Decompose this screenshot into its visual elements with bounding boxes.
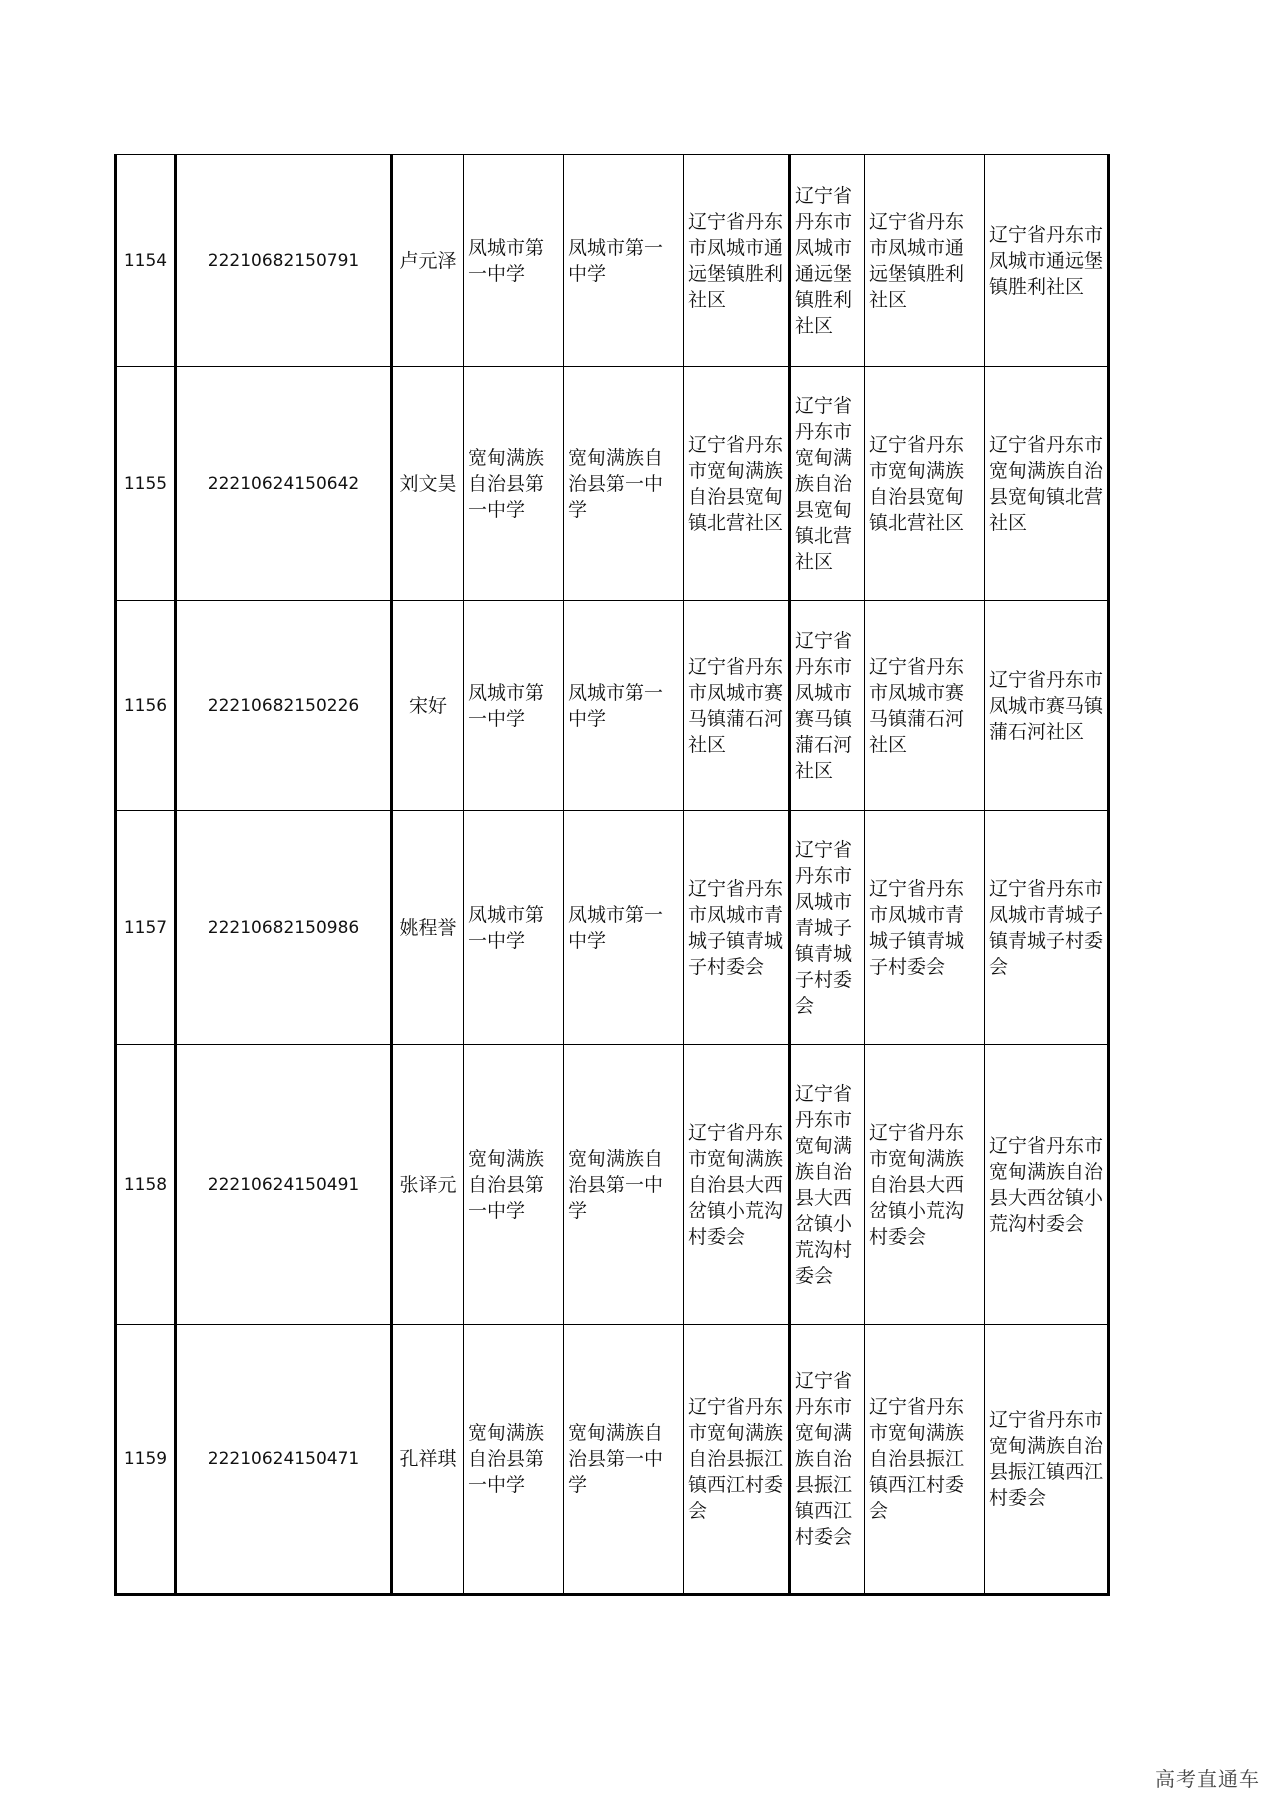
address-d: 辽宁省丹东市宽甸满族自治县宽甸镇北营社区 [985,367,1109,601]
address-a: 辽宁省丹东市凤城市赛马镇蒲石河社区 [684,601,790,811]
school-name: 宽甸满族自治县第一中学 [464,367,564,601]
row-number: 1156 [116,601,176,811]
school-name-2: 凤城市第一中学 [564,155,684,367]
row-number: 1155 [116,367,176,601]
school-name: 凤城市第一中学 [464,811,564,1045]
table-row [116,367,1109,601]
school-name: 宽甸满族自治县第一中学 [464,1045,564,1325]
address-c: 辽宁省丹东市宽甸满族自治县宽甸镇北营社区 [865,367,985,601]
student-roster-table [114,154,1110,1596]
address-c: 辽宁省丹东市凤城市通远堡镇胜利社区 [865,155,985,367]
address-b: 辽宁省丹东市宽甸满族自治县宽甸镇北营社区 [790,367,865,601]
row-number: 1159 [116,1325,176,1595]
candidate-id: 22210682150791 [176,155,392,367]
address-a: 辽宁省丹东市凤城市青城子镇青城子村委会 [684,811,790,1045]
school-name: 凤城市第一中学 [464,155,564,367]
row-number: 1158 [116,1045,176,1325]
address-c: 辽宁省丹东市凤城市青城子镇青城子村委会 [865,811,985,1045]
student-name: 刘文昊 [392,367,464,601]
candidate-id: 22210624150642 [176,367,392,601]
school-name-2: 宽甸满族自治县第一中学 [564,1325,684,1595]
address-a: 辽宁省丹东市宽甸满族自治县大西岔镇小荒沟村委会 [684,1045,790,1325]
address-b: 辽宁省丹东市凤城市赛马镇蒲石河社区 [790,601,865,811]
school-name: 宽甸满族自治县第一中学 [464,1325,564,1595]
student-name: 卢元泽 [392,155,464,367]
school-name: 凤城市第一中学 [464,601,564,811]
table-row [116,601,1109,811]
address-d: 辽宁省丹东市凤城市通远堡镇胜利社区 [985,155,1109,367]
address-b: 辽宁省丹东市宽甸满族自治县大西岔镇小荒沟村委会 [790,1045,865,1325]
school-name-2: 凤城市第一中学 [564,601,684,811]
address-b: 辽宁省丹东市凤城市青城子镇青城子村委会 [790,811,865,1045]
row-number: 1154 [116,155,176,367]
table-row [116,811,1109,1045]
address-a: 辽宁省丹东市宽甸满族自治县振江镇西江村委会 [684,1325,790,1595]
address-c: 辽宁省丹东市凤城市赛马镇蒲石河社区 [865,601,985,811]
student-name: 孔祥琪 [392,1325,464,1595]
address-c: 辽宁省丹东市宽甸满族自治县振江镇西江村委会 [865,1325,985,1595]
student-name: 宋好 [392,601,464,811]
table-row [116,1045,1109,1325]
address-d: 辽宁省丹东市宽甸满族自治县振江镇西江村委会 [985,1325,1109,1595]
address-d: 辽宁省丹东市凤城市青城子镇青城子村委会 [985,811,1109,1045]
school-name-2: 宽甸满族自治县第一中学 [564,367,684,601]
school-name-2: 宽甸满族自治县第一中学 [564,1045,684,1325]
candidate-id: 22210624150491 [176,1045,392,1325]
address-b: 辽宁省丹东市凤城市通远堡镇胜利社区 [790,155,865,367]
school-name-2: 凤城市第一中学 [564,811,684,1045]
address-b: 辽宁省丹东市宽甸满族自治县振江镇西江村委会 [790,1325,865,1595]
address-d: 辽宁省丹东市宽甸满族自治县大西岔镇小荒沟村委会 [985,1045,1109,1325]
candidate-id: 22210624150471 [176,1325,392,1595]
row-number: 1157 [116,811,176,1045]
table-row [116,155,1109,367]
student-name: 张译元 [392,1045,464,1325]
candidate-id: 22210682150226 [176,601,392,811]
address-a: 辽宁省丹东市凤城市通远堡镇胜利社区 [684,155,790,367]
source-watermark: 高考直通车 [1155,1767,1260,1791]
student-name: 姚程誉 [392,811,464,1045]
candidate-id: 22210682150986 [176,811,392,1045]
address-a: 辽宁省丹东市宽甸满族自治县宽甸镇北营社区 [684,367,790,601]
table-row [116,1325,1109,1595]
address-d: 辽宁省丹东市凤城市赛马镇蒲石河社区 [985,601,1109,811]
address-c: 辽宁省丹东市宽甸满族自治县大西岔镇小荒沟村委会 [865,1045,985,1325]
